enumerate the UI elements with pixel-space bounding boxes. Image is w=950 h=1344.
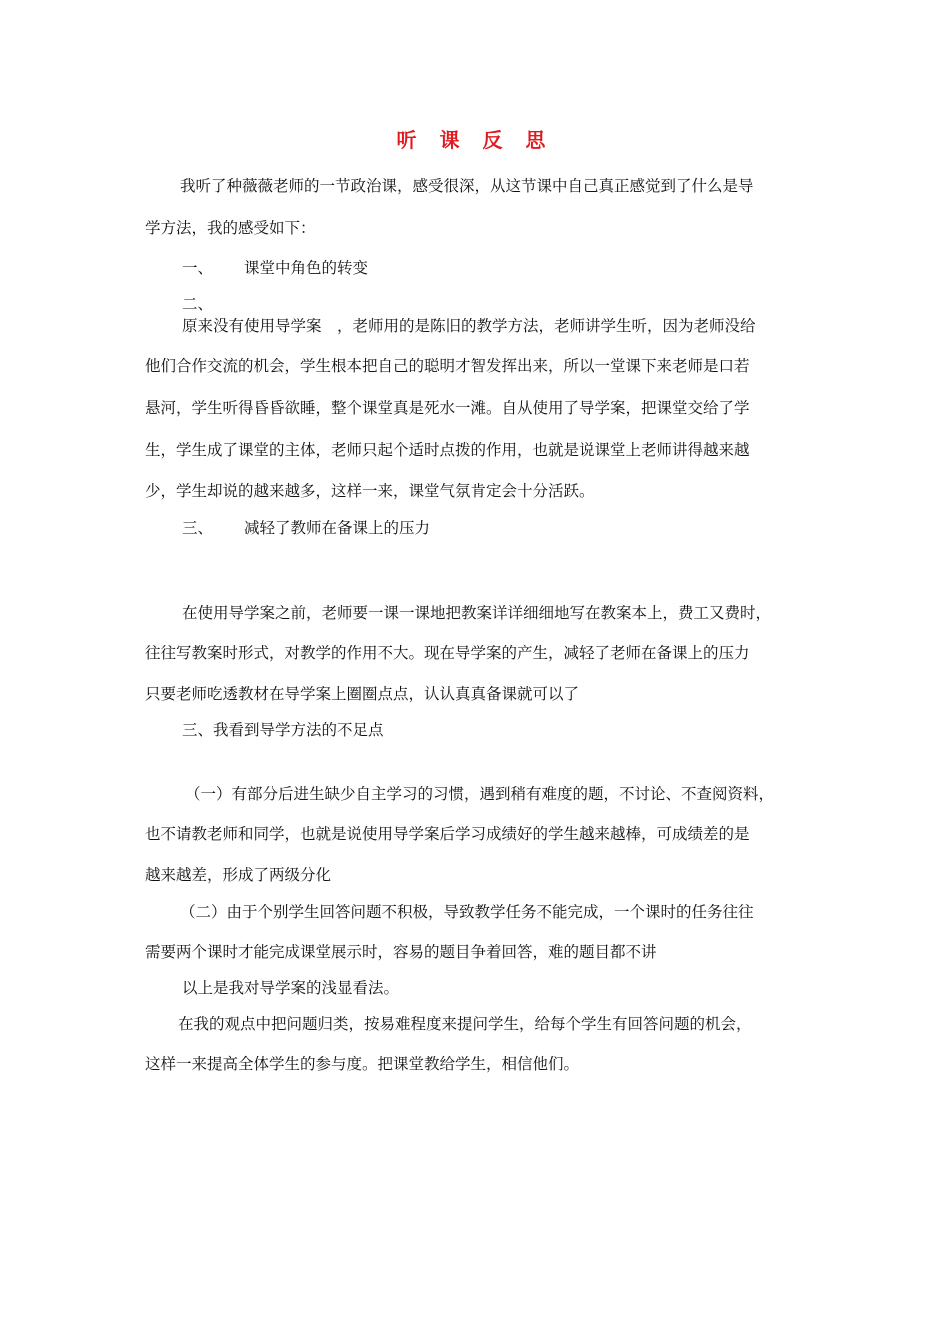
paragraph-line: 往往写教案时形式，对教学的作用不大。现在导学案的产生，减轻了老师在备课上的压力 xyxy=(145,644,750,662)
section-heading: 三、我看到导学方法的不足点 xyxy=(182,721,384,739)
section-heading-text: 课堂中角色的转变 xyxy=(244,259,369,277)
paragraph-line: （二）由于个别学生回答问题不积极，导致教学任务不能完成，一个课时的任务往往 xyxy=(180,903,754,921)
section-number: 三、 xyxy=(182,519,214,537)
paragraph-line: 这样一来提高全体学生的参与度。把课堂教给学生，相信他们。 xyxy=(145,1055,580,1073)
section-number: 二、 xyxy=(182,295,214,313)
paragraph-line: 越来越差，形成了两级分化 xyxy=(145,866,332,884)
paragraph-line: 需要两个课时才能完成课堂展示时，容易的题目争着回答，难的题目都不讲 xyxy=(145,943,657,961)
paragraph-line: 学方法，我的感受如下： xyxy=(145,219,316,237)
paragraph-line: 少，学生却说的越来越多，这样一来，课堂气氛肯定会十分活跃。 xyxy=(145,482,595,500)
section-heading xyxy=(182,258,368,278)
section-heading-text: 减轻了教师在备课上的压力 xyxy=(244,519,431,537)
paragraph-line: 在我的观点中把问题归类，按易难程度来提问学生，给每个学生有回答问题的机会， xyxy=(178,1015,752,1033)
paragraph-line: 在使用导学案之前，老师要一课一课地把教案详详细细地写在教案本上，费工又费时， xyxy=(182,604,772,622)
paragraph-line: 我听了种薇薇老师的一节政治课，感受很深，从这节课中自己真正感觉到了什么是导 xyxy=(180,177,754,195)
section-number: 一、 xyxy=(182,259,214,277)
paragraph-line: （一）有部分后进生缺少自主学习的习惯，遇到稍有难度的题，不讨论、不查阅资料， xyxy=(185,785,775,803)
section-heading xyxy=(182,518,430,538)
paragraph-line: 只要老师吃透教材在导学案上圈圈点点，认认真真备课就可以了 xyxy=(145,685,580,703)
paragraph-line: 以上是我对导学案的浅显看法。 xyxy=(182,979,400,997)
paragraph-line: 原来没有使用导学案 ，老师用的是陈旧的教学方法，老师讲学生听，因为老师没给 xyxy=(182,317,756,335)
paragraph-line: 他们合作交流的机会，学生根本把自己的聪明才智发挥出来，所以一堂课下来老师是口若 xyxy=(145,357,750,375)
document-title: 听 课 反 思 xyxy=(396,128,554,152)
paragraph-line: 生，学生成了课堂的主体，老师只起个适时点拨的作用，也就是说课堂上老师讲得越来越 xyxy=(145,441,750,459)
paragraph-line: 悬河，学生听得昏昏欲睡，整个课堂真是死水一滩。自从使用了导学案，把课堂交给了学 xyxy=(145,399,750,417)
paragraph-line: 也不请教老师和同学，也就是说使用导学案后学习成绩好的学生越来越棒，可成绩差的是 xyxy=(145,825,750,843)
